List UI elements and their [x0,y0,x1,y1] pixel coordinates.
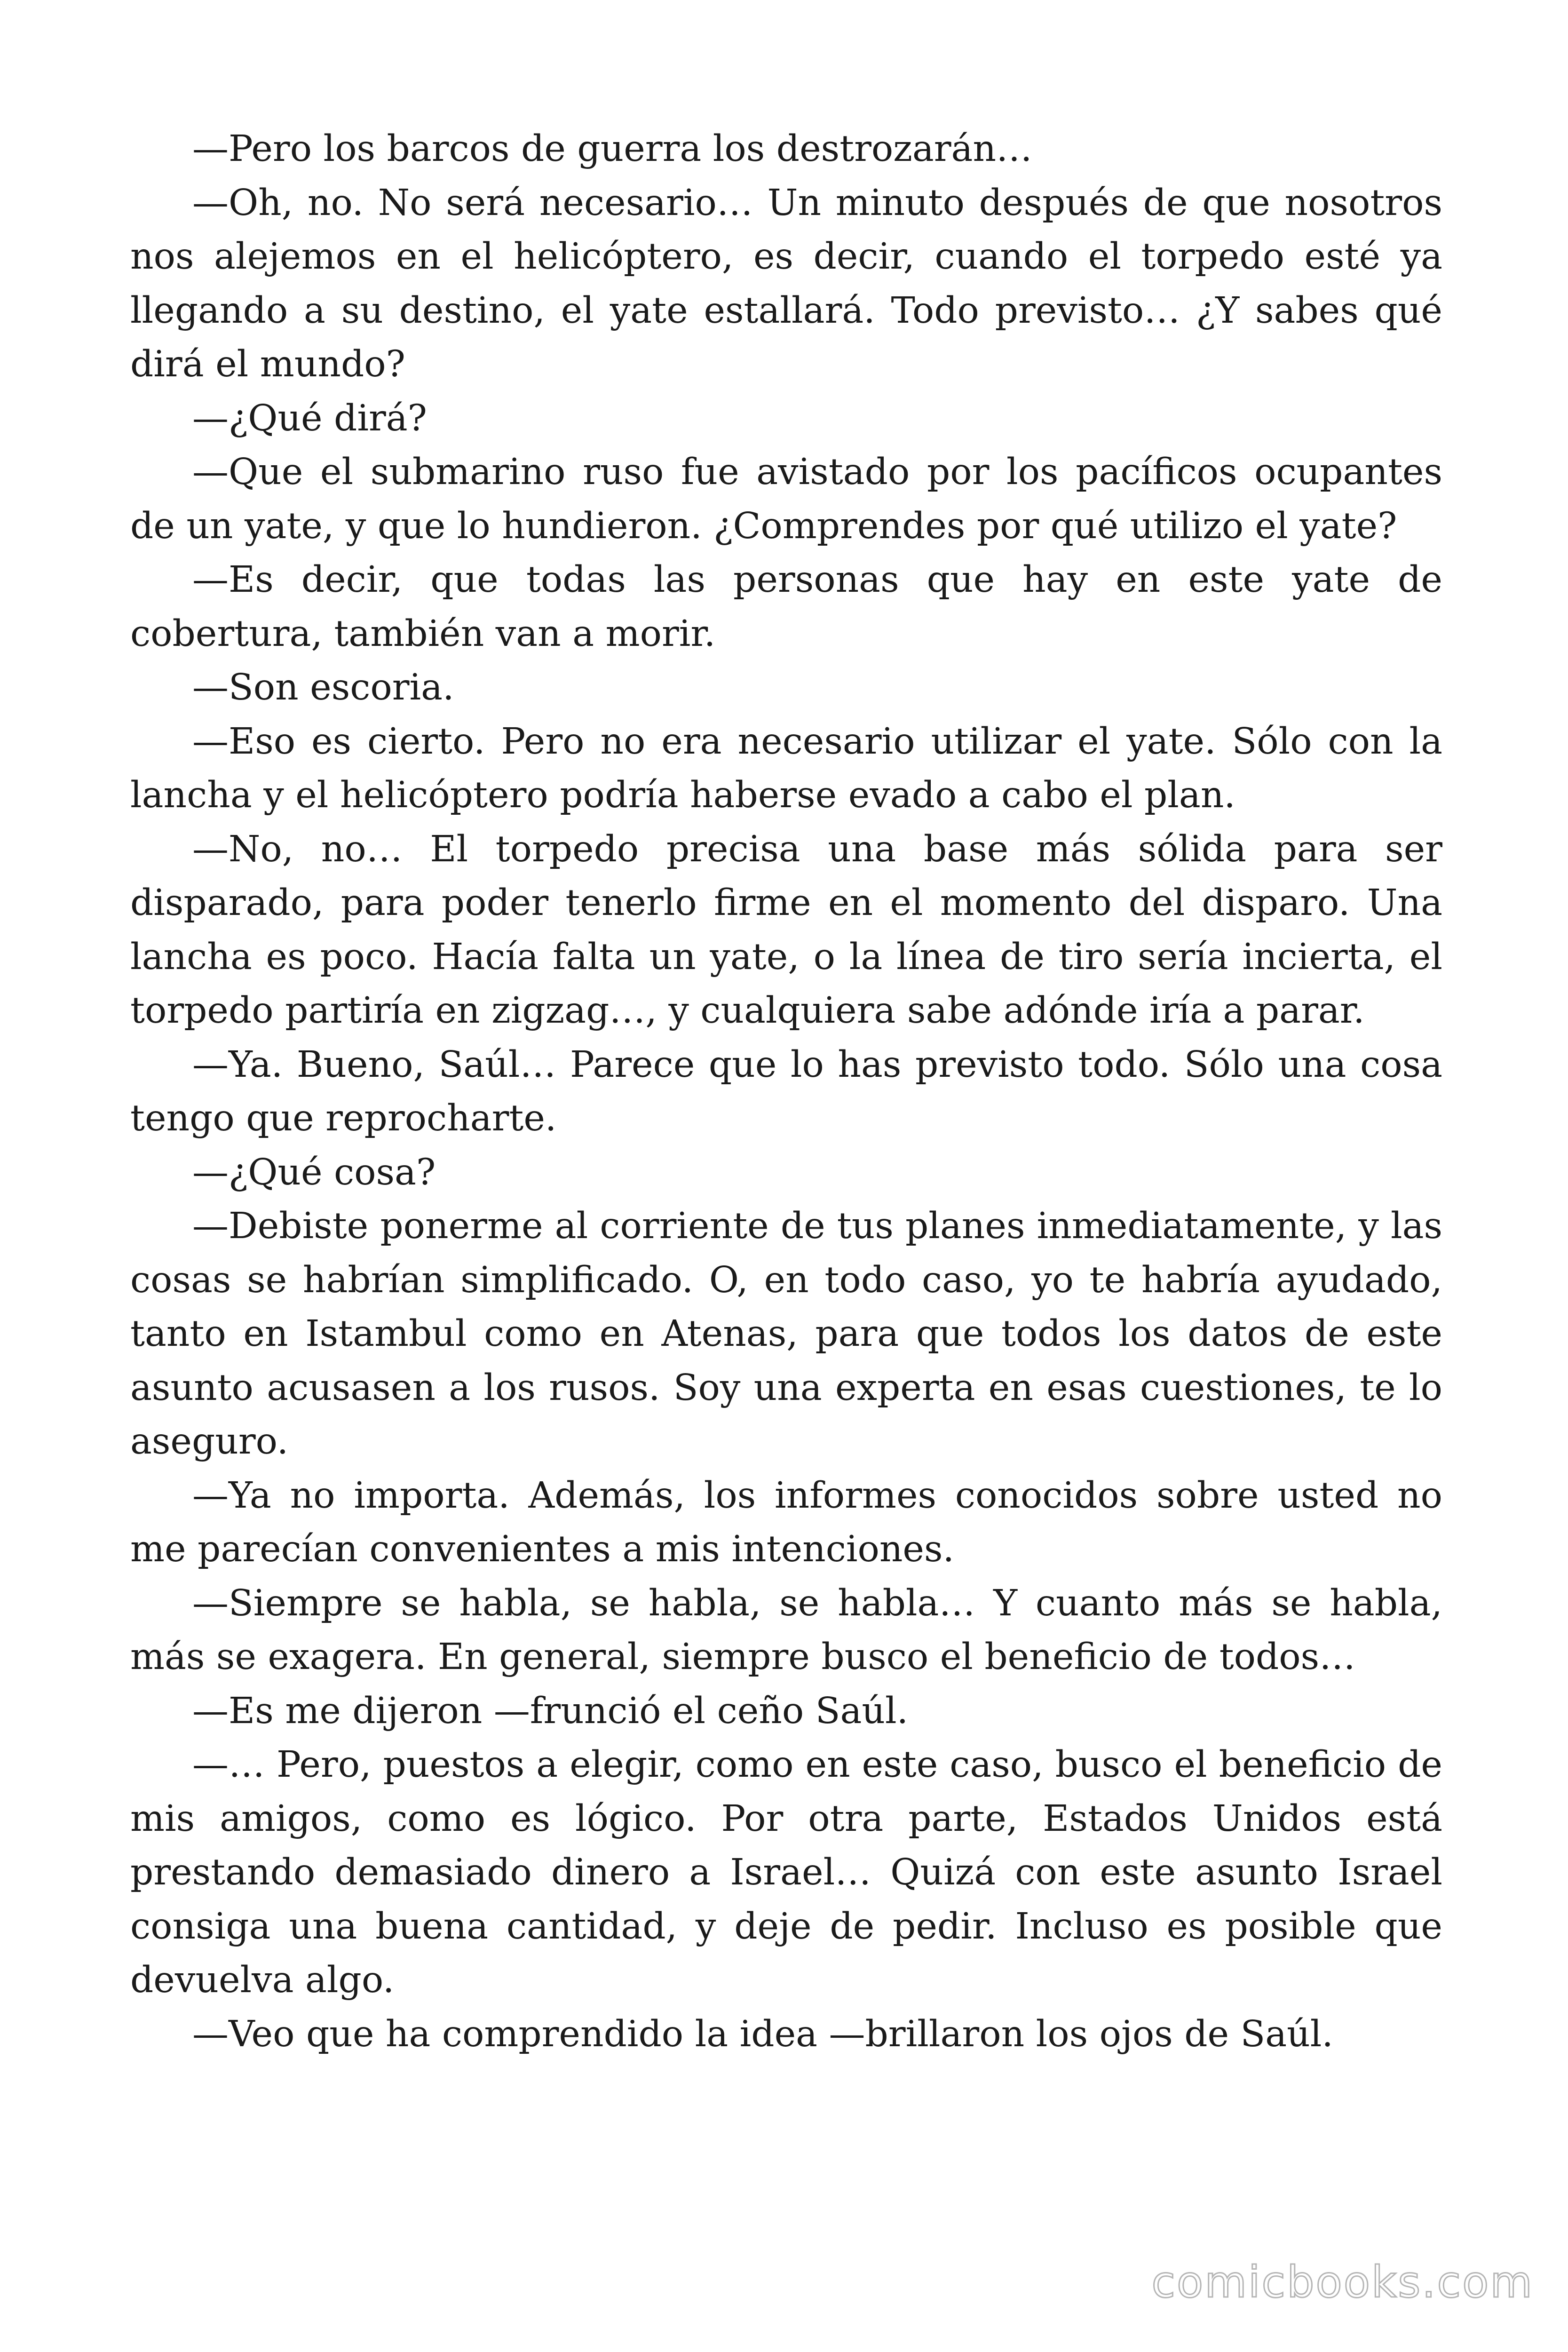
page-text [130,122,1442,2061]
paragraph: —Debiste ponerme al corriente de tus planes inmediatamente, y las cosas se habrían simplificado. O, en todo caso, yo te habría ayudado, tanto en Istambul como en Atenas, para que todos los datos de este asunto acusasen a los rusos. Soy una experta en esas cuestiones, te lo aseguro. [130,1205,1442,1462]
watermark: comicbooks.com [1151,2257,1534,2307]
paragraph: —Ya. Bueno, Saúl… Parece que lo has previsto todo. Sólo una cosa tengo que reprocharte. [130,1043,1442,1139]
paragraph: —Pero los barcos de guerra los destrozarán… [192,128,1033,170]
paragraph: —Siempre se habla, se habla, se habla… Y cuanto más se habla, más se exagera. En general, siempre busco el beneficio de todos… [130,1582,1442,1678]
paragraph: —Oh, no. No será necesario… Un minuto después de que nosotros nos alejemos en el helicóptero, es decir, cuando el torpedo esté ya llegando a su destino, el yate estallará. Todo previsto… ¿Y sabes qué dirá el mundo? [130,182,1442,385]
paragraph: —Eso es cierto. Pero no era necesario utilizar el yate. Sólo con la lancha y el helicóptero podría haberse evado a cabo el plan. [130,720,1442,816]
paragraph: —Es me dijeron —frunció el ceño Saúl. [192,1690,909,1732]
paragraph: —Que el submarino ruso fue avistado por los pacíficos ocupantes de un yate, y que lo hundieron. ¿Comprendes por qué utilizo el yate? [130,451,1442,547]
paragraph: —Es decir, que todas las personas que hay en este yate de cobertura, también van a morir. [130,559,1442,655]
paragraph: —¿Qué dirá? [192,397,427,439]
paragraph: —… Pero, puestos a elegir, como en este caso, busco el beneficio de mis amigos, como es lógico. Por otra parte, Estados Unidos está prestando demasiado dinero a Israel… Quizá con este asunto Israel consiga una buena cantidad, y deje de pedir. Incluso es posible que devuelva algo. [130,1744,1442,2001]
paragraph: —Ya no importa. Además, los informes conocidos sobre usted no me parecían convenientes a mis intenciones. [130,1474,1442,1570]
paragraph: —¿Qué cosa? [192,1151,436,1193]
paragraph: —Son escoria. [192,667,454,708]
paragraph: —Veo que ha comprendido la idea —brillaron los ojos de Saúl. [192,2013,1333,2055]
paragraph: —No, no… El torpedo precisa una base más sólida para ser disparado, para poder tenerlo firme en el momento del disparo. Una lancha es poco. Hacía falta un yate, o la línea de tiro sería incierta, el torpedo partiría en zigzag…, y cualquiera sabe adónde iría a parar. [130,828,1442,1032]
